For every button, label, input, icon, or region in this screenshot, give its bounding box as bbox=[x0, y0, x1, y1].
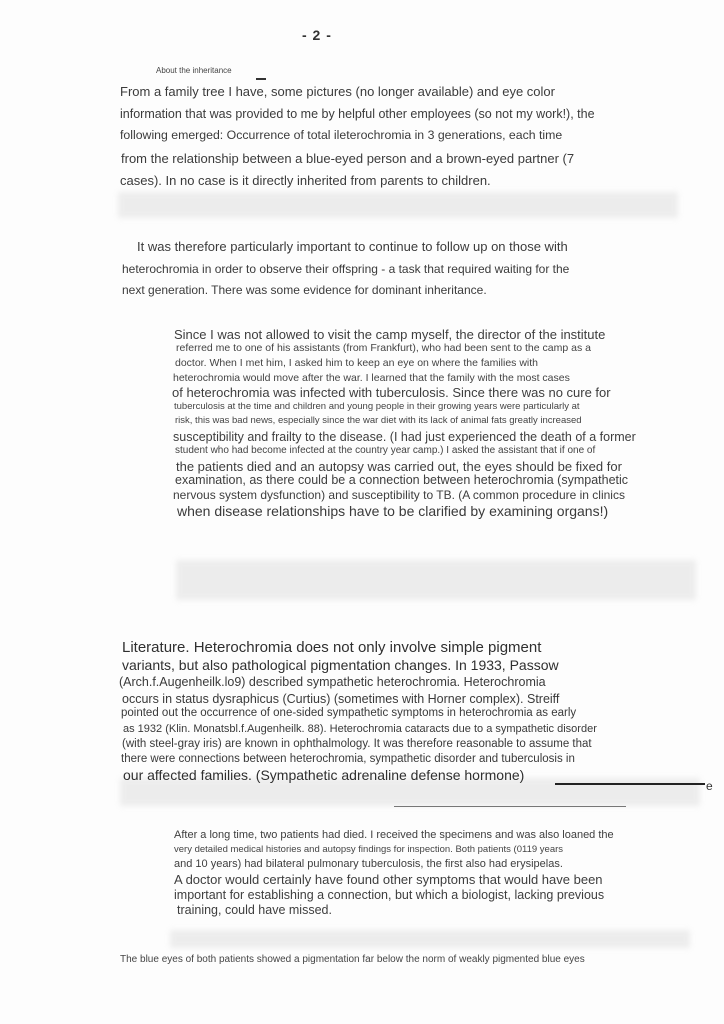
literature-line: (Arch.f.Augenheilk.lo9) described sympathetic heterochromia. Heterochromia bbox=[119, 675, 546, 689]
paragraph-line: important for establishing a connection, but which a biologist, lacking previous bbox=[174, 888, 605, 902]
paragraph-line: A doctor would certainly have found other symptoms that would have been bbox=[174, 872, 603, 887]
paragraph-line: next generation. There was some evidence for dominant inheritance. bbox=[122, 283, 487, 297]
final-line: The blue eyes of both patients showed a pigmentation far below the norm of weakly pigmented blue eyes bbox=[120, 954, 585, 965]
paragraph-line: very detailed medical histories and autopsy findings for inspection. Both patients (0119 years bbox=[174, 844, 564, 855]
scan-smudge bbox=[170, 930, 690, 948]
literature-line: as 1932 (Klin. Monatsbl.f.Augenheilk. 88). Heterochromia cataracts due to a sympathetic disorder bbox=[123, 723, 597, 735]
paragraph-line: It was therefore particularly important to continue to follow up on those with bbox=[137, 239, 568, 254]
literature-line: variants, but also pathological pigmentation changes. In 1933, Passow bbox=[122, 657, 559, 673]
quote-line: of heterochromia was infected with tuberculosis. Since there was no cure for bbox=[172, 385, 611, 400]
literature-line: pointed out the occurrence of one-sided sympathetic symptoms in heterochromia as early bbox=[121, 707, 577, 719]
literature-line: our affected families. (Sympathetic adrenaline defense hormone) bbox=[123, 767, 525, 783]
paragraph-line: information that was provided to me by helpful other employees (so not my work!), the bbox=[120, 107, 595, 121]
quote-line: examination, as there could be a connection between heterochromia (sympathetic bbox=[175, 473, 629, 487]
underline-mark bbox=[555, 783, 705, 785]
quote-line: risk, this was bad news, especially since the war diet with its lack of animal fats greatly increased bbox=[175, 415, 582, 426]
quote-line: heterochromia would move after the war. I learned that the family with the most cases bbox=[173, 372, 570, 384]
section-heading: About the inheritance bbox=[156, 66, 232, 75]
literature-line: there were connections between heterochromia, sympathetic disorder and tuberculosis in bbox=[121, 753, 575, 765]
edge-mark: e bbox=[706, 779, 713, 793]
scan-smudge bbox=[176, 560, 696, 600]
literature-line: (with steel-gray iris) are known in ophthalmology. It was therefore reasonable to assume that bbox=[122, 738, 592, 750]
quote-line: susceptibility and frailty to the disease. (I had just experienced the death of a former bbox=[173, 430, 636, 444]
scan-smudge bbox=[118, 192, 678, 218]
paragraph-line: from the relationship between a blue-eyed person and a brown-eyed partner (7 bbox=[121, 151, 575, 166]
quote-line: doctor. When I met him, I asked him to keep an eye on where the families with bbox=[175, 357, 539, 369]
paragraph-line: following emerged: Occurrence of total ileterochromia in 3 generations, each time bbox=[120, 128, 563, 142]
literature-line: Literature. Heterochromia does not only involve simple pigment bbox=[122, 639, 542, 656]
quote-line: nervous system dysfunction) and susceptibility to TB. (A common procedure in clinics bbox=[173, 488, 625, 502]
quote-line: student who had become infected at the country year camp.) I asked the assistant that if one of bbox=[175, 445, 596, 456]
heading-mark bbox=[256, 78, 266, 80]
quote-line: referred me to one of his assistants (from Frankfurt), who had been sent to the camp as a bbox=[176, 342, 591, 354]
page-number: - 2 - bbox=[302, 27, 332, 43]
quote-line: Since I was not allowed to visit the camp myself, the director of the institute bbox=[174, 327, 606, 342]
paragraph-line: and 10 years) had bilateral pulmonary tuberculosis, the first also had erysipelas. bbox=[174, 858, 563, 870]
quote-line: tuberculosis at the time and children and young people in their growing years were particularly at bbox=[174, 401, 580, 412]
paragraph-line: cases). In no case is it directly inherited from parents to children. bbox=[120, 173, 491, 188]
paragraph-line: heterochromia in order to observe their offspring - a task that required waiting for the bbox=[122, 262, 570, 276]
paragraph-line: training, could have missed. bbox=[177, 903, 332, 917]
quote-line: when disease relationships have to be clarified by examining organs!) bbox=[177, 503, 609, 519]
quote-line: the patients died and an autopsy was carried out, the eyes should be fixed for bbox=[176, 459, 622, 474]
separator-line bbox=[394, 806, 626, 807]
literature-line: occurs in status dysraphicus (Curtius) (sometimes with Horner complex). Streiff bbox=[122, 692, 560, 706]
paragraph-line: After a long time, two patients had died. I received the specimens and was also loaned the bbox=[174, 829, 614, 841]
paragraph-line: From a family tree I have, some pictures (no longer available) and eye color bbox=[120, 84, 555, 99]
